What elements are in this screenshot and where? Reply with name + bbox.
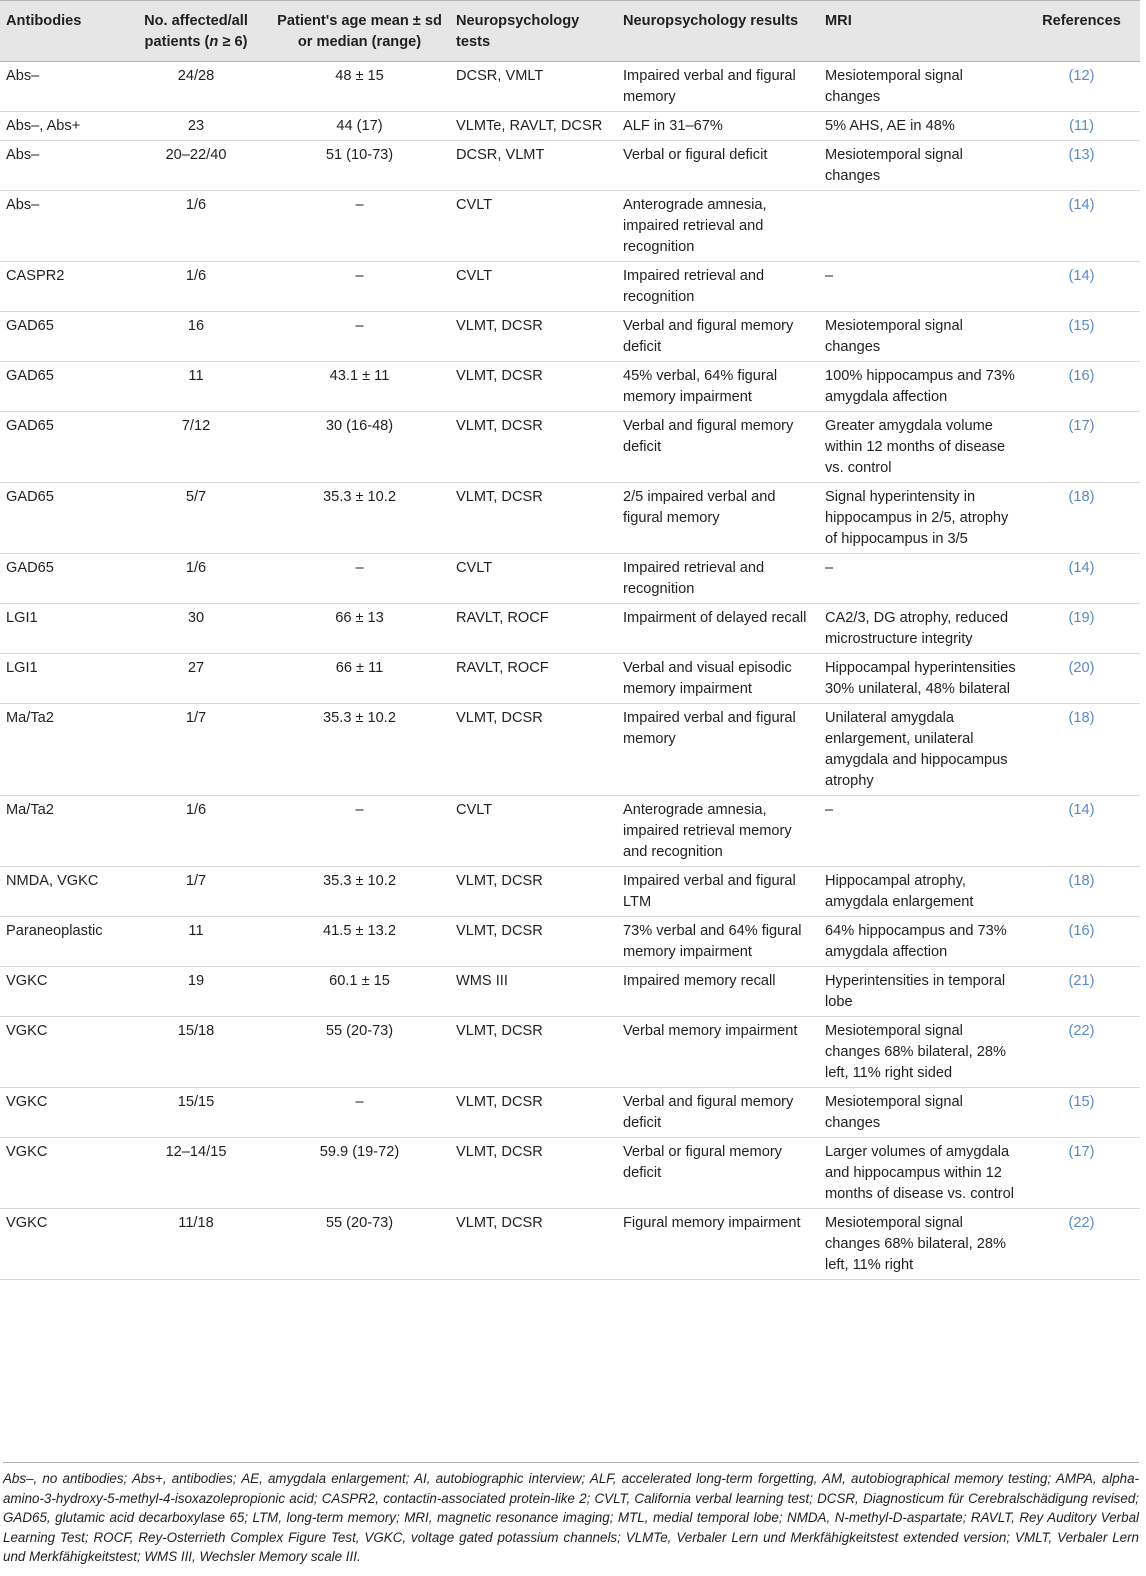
table-body: [0, 62, 1140, 1280]
cell-reference[interactable]: (22): [1068, 1215, 1095, 1231]
cell-results: 2/5 impaired verbal and figural memory: [623, 489, 776, 526]
cell-results: Impaired verbal and figural memory: [623, 710, 796, 747]
cell-age: 66 ± 11: [335, 660, 384, 676]
cell-affected: 16: [187, 318, 205, 334]
cell-age: 59.9 (19-72): [319, 1144, 400, 1160]
cell-results: Anterograde amnesia, impaired retrieval memory and recognition: [623, 802, 792, 860]
table-row: [0, 796, 1140, 867]
cell-mri: 100% hippocampus and 73% amygdala affection: [825, 368, 1015, 405]
cell-age: 41.5 ± 13.2: [323, 923, 396, 939]
cell-antibody: VGKC: [6, 1215, 48, 1231]
table-row: [0, 917, 1140, 967]
cell-affected: 1/6: [185, 560, 207, 576]
table-row: [0, 112, 1140, 141]
cell-reference[interactable]: (17): [1068, 1144, 1095, 1160]
cell-age: 51 (10-73): [325, 147, 394, 163]
cell-reference[interactable]: (15): [1068, 318, 1095, 334]
table-row: [0, 604, 1140, 654]
cell-reference[interactable]: (16): [1068, 923, 1095, 939]
table-row: [0, 1088, 1140, 1138]
cell-antibody: Abs–: [6, 68, 40, 84]
cell-results: 73% verbal and 64% figural memory impairment: [623, 923, 802, 960]
cell-reference[interactable]: (17): [1068, 418, 1095, 434]
header-affected: No. affected/all patients (n ≥ 6): [144, 13, 248, 50]
cell-results: Impaired verbal and figural memory: [623, 68, 796, 105]
table-row: [0, 704, 1140, 796]
cell-affected: 23: [187, 118, 205, 134]
cell-antibody: Abs–, Abs+: [6, 118, 81, 134]
table-row: [0, 967, 1140, 1017]
cell-reference[interactable]: (21): [1068, 973, 1095, 989]
cell-tests: VLMT, DCSR: [456, 710, 543, 726]
cell-mri: Larger volumes of amygdala and hippocampus within 12 months of disease vs. control: [825, 1144, 1014, 1202]
cell-age: –: [355, 318, 364, 334]
cell-reference[interactable]: (18): [1068, 873, 1095, 889]
cell-age: –: [355, 1094, 364, 1110]
cell-antibody: Ma/Ta2: [6, 710, 54, 726]
cell-tests: WMS III: [456, 973, 508, 989]
cell-results: Verbal memory impairment: [623, 1023, 798, 1039]
header-antibodies: Antibodies: [6, 13, 82, 29]
cell-mri: 64% hippocampus and 73% amygdala affection: [825, 923, 1007, 960]
cell-affected: 30: [187, 610, 205, 626]
cell-tests: DCSR, VLMT: [456, 147, 545, 163]
cell-age: 43.1 ± 11: [329, 368, 390, 384]
table-footnote: Abs–, no antibodies; Abs+, antibodies; AE, amygdala enlargement; AI, autobiographic interview; ALF, accelerated long-term forgetting, AM, autobiographical memory testing; AMPA, alpha-amino-3-hydroxy-5-methyl-4-isoxazolepropionic acid; CASPR2, contactin-associated protein-like 2; CVLT, California verbal learning test; DCSR, Diagnosticum für Cerebralschädigung revised; GAD65, glutamic acid decarboxylase 65; LTM, long-term memory; MRI, magnetic resonance imaging; MTL, medial temporal lobe; NMDA, N-methyl-D-aspartate; RAVLT, Rey Auditory Verbal Learning Test; ROCF, Rey-Osterrieth Complex Figure Test, VGKC, voltage gated potassium channels; VLMTe, Verbaler Lern und Merkfähigkeitstest extended version; VMLT, Verbaler Lern und Merkfähigkeitstest; WMS III, Wechsler Memory scale III.: [3, 1462, 1139, 1567]
cell-results: 45% verbal, 64% figural memory impairment: [623, 368, 778, 405]
cell-affected: 27: [187, 660, 205, 676]
table-row: [0, 191, 1140, 262]
cell-tests: VLMT, DCSR: [456, 1144, 543, 1160]
cell-results: Verbal or figural deficit: [623, 147, 768, 163]
cell-tests: CVLT: [456, 268, 493, 284]
cell-tests: VLMTe, RAVLT, DCSR: [456, 118, 603, 134]
cell-reference[interactable]: (18): [1068, 489, 1095, 505]
table-row: [0, 412, 1140, 483]
cell-mri: Mesiotemporal signal changes: [825, 1094, 963, 1131]
cell-reference[interactable]: (14): [1068, 802, 1095, 818]
cell-reference[interactable]: (11): [1069, 118, 1094, 134]
cell-tests: CVLT: [456, 560, 493, 576]
cell-tests: VLMT, DCSR: [456, 489, 543, 505]
cell-affected: 1/7: [185, 873, 207, 889]
cell-age: 30 (16-48): [325, 418, 394, 434]
cell-reference[interactable]: (12): [1068, 68, 1095, 84]
cell-mri: Mesiotemporal signal changes: [825, 318, 963, 355]
cell-antibody: VGKC: [6, 1023, 48, 1039]
cell-mri: CA2/3, DG atrophy, reduced microstructure integrity: [825, 610, 1009, 647]
cell-results: Impaired verbal and figural LTM: [623, 873, 796, 910]
cell-antibody: LGI1: [6, 660, 38, 676]
cell-reference[interactable]: (16): [1068, 368, 1095, 384]
cell-antibody: VGKC: [6, 1144, 48, 1160]
table-row: [0, 483, 1140, 554]
table-row: [0, 312, 1140, 362]
table-row: [0, 554, 1140, 604]
cell-reference[interactable]: (18): [1068, 710, 1095, 726]
cell-mri: Greater amygdala volume within 12 months of disease vs. control: [825, 418, 1006, 476]
table-row: [0, 1138, 1140, 1209]
table-row: [0, 141, 1140, 191]
cell-tests: VLMT, DCSR: [456, 1094, 543, 1110]
cell-affected: 20–22/40: [165, 147, 227, 163]
cell-reference[interactable]: (13): [1068, 147, 1095, 163]
cell-affected: 1/6: [185, 802, 207, 818]
cell-antibody: Abs–: [6, 197, 40, 213]
cell-mri: Signal hyperintensity in hippocampus in 2/5, atrophy of hippocampus in 3/5: [825, 489, 1009, 547]
cell-affected: 15/18: [177, 1023, 215, 1039]
cell-mri: Mesiotemporal signal changes: [825, 68, 963, 105]
cell-age: 48 ± 15: [335, 68, 384, 84]
cell-age: 44 (17): [336, 118, 383, 134]
cell-tests: CVLT: [456, 197, 493, 213]
cell-tests: VLMT, DCSR: [456, 873, 543, 889]
cell-tests: VLMT, DCSR: [456, 368, 543, 384]
cell-mri: –: [825, 802, 834, 818]
cell-tests: RAVLT, ROCF: [456, 610, 549, 626]
cell-affected: 19: [187, 973, 205, 989]
header-results: Neuropsychology results: [623, 13, 799, 29]
table-row: [0, 362, 1140, 412]
table-row: [0, 1209, 1140, 1280]
cell-mri: Mesiotemporal signal changes 68% bilateral, 28% left, 11% right sided: [825, 1023, 1006, 1081]
cell-tests: RAVLT, ROCF: [456, 660, 549, 676]
header-references: References: [1042, 13, 1121, 29]
cell-affected: 12–14/15: [165, 1144, 227, 1160]
table-header-row: [0, 1, 1140, 62]
header-mri: MRI: [825, 13, 852, 29]
cell-mri: Hyperintensities in temporal lobe: [825, 973, 1006, 1010]
cell-tests: CVLT: [456, 802, 493, 818]
cell-mri: 5% AHS, AE in 48%: [825, 118, 955, 134]
cell-results: Figural memory impairment: [623, 1215, 801, 1231]
cell-reference[interactable]: (19): [1068, 610, 1095, 626]
cell-antibody: NMDA, VGKC: [6, 873, 99, 889]
cell-tests: VLMT, DCSR: [456, 1023, 543, 1039]
cell-mri: Hippocampal hyperintensities 30% unilateral, 48% bilateral: [825, 660, 1016, 697]
cell-reference[interactable]: (20): [1068, 660, 1095, 676]
cell-affected: 5/7: [185, 489, 207, 505]
cell-mri: Hippocampal atrophy, amygdala enlargement: [825, 873, 974, 910]
cell-mri: –: [825, 560, 834, 576]
cell-age: –: [355, 802, 364, 818]
cell-antibody: Abs–: [6, 147, 40, 163]
table-row: [0, 62, 1140, 112]
cell-results: Impaired memory recall: [623, 973, 776, 989]
cell-mri: Mesiotemporal signal changes 68% bilateral, 28% left, 11% right: [825, 1215, 1006, 1273]
cell-age: 35.3 ± 10.2: [323, 710, 396, 726]
cell-age: 35.3 ± 10.2: [323, 873, 396, 889]
cell-results: Verbal and figural memory deficit: [623, 1094, 794, 1131]
cell-reference[interactable]: (22): [1068, 1023, 1095, 1039]
cell-results: Verbal and figural memory deficit: [623, 418, 794, 455]
header-age: Patient's age mean ± sd or median (range): [277, 13, 442, 50]
cell-age: 55 (20-73): [325, 1023, 394, 1039]
cell-affected: 11: [188, 923, 204, 939]
cell-mri: [819, 191, 1023, 262]
cell-antibody: Ma/Ta2: [6, 802, 54, 818]
cell-antibody: VGKC: [6, 973, 48, 989]
cell-antibody: LGI1: [6, 610, 38, 626]
cell-affected: 1/7: [185, 710, 207, 726]
cell-mri: Unilateral amygdala enlargement, unilateral amygdala and hippocampus atrophy: [825, 710, 1008, 789]
cell-results: Verbal or figural memory deficit: [623, 1144, 782, 1181]
cell-affected: 1/6: [185, 268, 207, 284]
cell-antibody: Paraneoplastic: [6, 923, 103, 939]
cell-mri: Mesiotemporal signal changes: [825, 147, 963, 184]
cell-results: ALF in 31–67%: [623, 118, 723, 134]
cell-affected: 11: [188, 368, 204, 384]
cell-results: Impairment of delayed recall: [623, 610, 807, 626]
table-row: [0, 262, 1140, 312]
cell-affected: 11/18: [178, 1215, 214, 1231]
cell-tests: VLMT, DCSR: [456, 418, 543, 434]
cell-reference[interactable]: (14): [1068, 268, 1095, 284]
cell-tests: VLMT, DCSR: [456, 318, 543, 334]
cell-age: –: [355, 197, 364, 213]
cell-antibody: CASPR2: [6, 268, 65, 284]
cell-results: Anterograde amnesia, impaired retrieval and recognition: [623, 197, 767, 255]
cell-affected: 24/28: [177, 68, 215, 84]
cell-reference[interactable]: (15): [1068, 1094, 1095, 1110]
cell-affected: 7/12: [181, 418, 211, 434]
cell-age: 55 (20-73): [325, 1215, 394, 1231]
cell-results: Impaired retrieval and recognition: [623, 268, 765, 305]
cell-results: Verbal and figural memory deficit: [623, 318, 794, 355]
cell-results: Verbal and visual episodic memory impairment: [623, 660, 792, 697]
cell-antibody: GAD65: [6, 318, 54, 334]
cell-age: –: [355, 560, 364, 576]
cell-age: –: [355, 268, 364, 284]
table-row: [0, 654, 1140, 704]
cell-age: 35.3 ± 10.2: [323, 489, 396, 505]
cell-results: Impaired retrieval and recognition: [623, 560, 765, 597]
table-row: [0, 867, 1140, 917]
cell-antibody: VGKC: [6, 1094, 48, 1110]
cell-antibody: GAD65: [6, 560, 54, 576]
header-tests: Neuropsychology tests: [456, 13, 580, 50]
cell-antibody: GAD65: [6, 368, 54, 384]
cell-tests: DCSR, VMLT: [456, 68, 544, 84]
cell-reference[interactable]: (14): [1068, 197, 1095, 213]
cell-antibody: GAD65: [6, 489, 54, 505]
table-row: [0, 1017, 1140, 1088]
cell-tests: VLMT, DCSR: [456, 923, 543, 939]
cell-antibody: GAD65: [6, 418, 54, 434]
cell-affected: 1/6: [185, 197, 207, 213]
cell-age: 66 ± 13: [335, 610, 384, 626]
cell-age: 60.1 ± 15: [329, 973, 390, 989]
cell-reference[interactable]: (14): [1068, 560, 1095, 576]
cell-mri: –: [825, 268, 834, 284]
cell-tests: VLMT, DCSR: [456, 1215, 543, 1231]
cell-affected: 15/15: [177, 1094, 215, 1110]
